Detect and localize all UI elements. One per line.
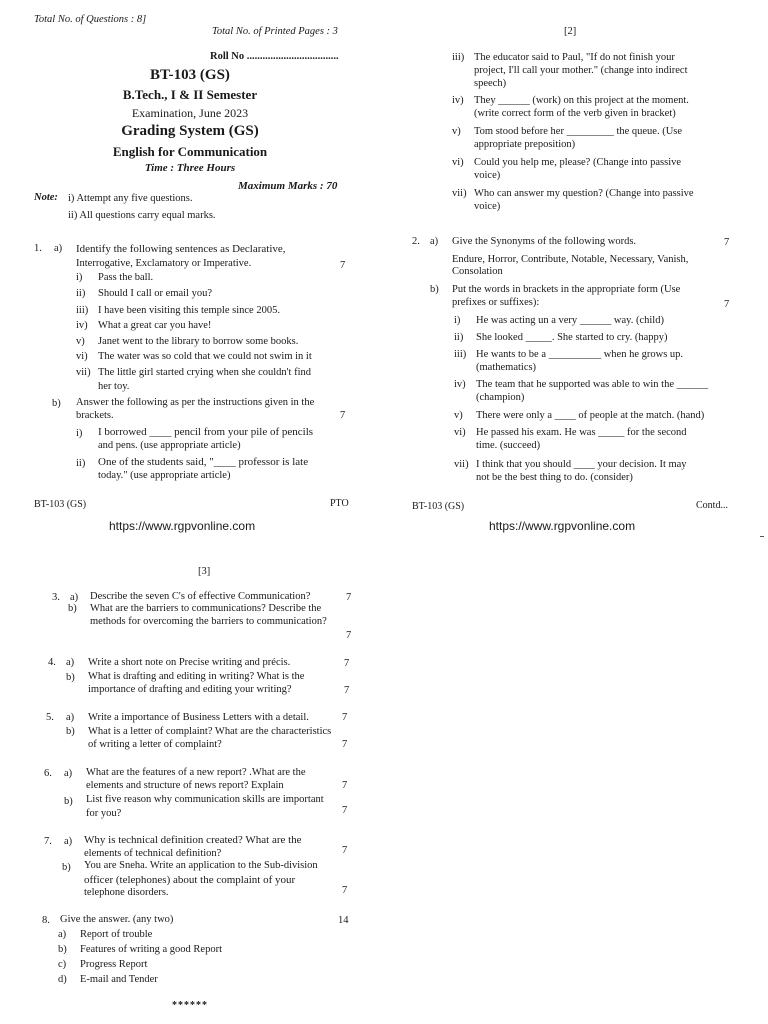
q1a-text-2: Interrogative, Exclamatory or Imperative. [76,258,252,269]
list-item-text: Features of writing a good Report [80,944,223,955]
q1a-text-1: Identify the following sentences as Declarative, [76,243,286,255]
list-item-text: They ______ (work) on this project at the moment. [474,95,689,106]
q7a-label: a) [64,836,73,847]
list-item-text: project, I'll call your mother." (change into indirect [474,65,688,76]
list-item-text: Janet went to the library to borrow some books. [98,336,299,347]
q3a-text: Describe the seven C's of effective Communication? [90,591,311,602]
footer-code: BT-103 (GS) [34,499,87,510]
q5b-text-1: What is a letter of complaint? What are the characteristics [88,726,332,737]
list-item-number: c) [58,959,67,970]
max-marks: Maximum Marks : 70 [238,180,338,192]
q4b-label: b) [66,672,75,683]
q2a-text: Give the Synonyms of the following words. [452,236,637,247]
q1a-label: a) [54,243,63,254]
q2-number: 2. [412,236,420,247]
q5-number: 5. [46,712,54,723]
list-item-number: d) [58,974,67,985]
subject: English for Communication [112,144,268,159]
q5a-label: a) [66,712,75,723]
list-item-text: time. (succeed) [476,440,541,451]
list-item-number: v) [76,336,85,347]
list-item-text: E-mail and Tender [80,974,158,985]
list-item-text: He passed his exam. He was _____ for the second [476,427,687,438]
roll-no: Roll No ................................... [210,51,339,62]
list-item-text: Progress Report [80,959,148,970]
list-item-number: iii) [452,52,465,63]
list-item-number: vii) [76,367,91,378]
q4b-text-1: What is drafting and editing in writing? What is the [88,671,305,682]
q2b-text-1: Put the words in brackets in the appropriate form (Use [452,284,681,295]
list-item-number: v) [454,410,463,421]
q4a-label: a) [66,657,75,668]
q3b-text-2: methods for overcoming the barriers to communication? [90,616,327,627]
q7a-text-1: Why is technical definition created? What are the [84,834,302,846]
list-item-number: vii) [452,188,467,199]
list-item-text: Who can answer my question? (Change into passive [474,188,694,199]
list-item-text: What a great car you have! [98,320,212,331]
q7-number: 7. [44,836,52,847]
list-item-text: The little girl started crying when she couldn't find [98,367,312,378]
q7b-text-3: telephone disorders. [84,887,169,898]
q3-number: 3. [52,592,60,603]
q2b-marks: 7 [724,299,730,310]
page-2 [384,0,768,540]
q1a-item7-cont: her toy. [98,381,130,392]
list-item-text: appropriate preposition) [474,139,576,150]
q5a-text: Write a importance of Business Letters with a detail. [88,712,309,723]
list-item-number: v) [452,126,461,137]
list-item-number: iii) [76,305,89,316]
list-item-number: ii) [76,288,86,299]
q7a-marks: 7 [342,845,348,856]
q3b-text-1: What are the barriers to communications? Describe the [90,603,322,614]
q1-number: 1. [34,243,42,254]
list-item-text: The team that he supported was able to win the ______ [476,379,709,390]
list-item-number: b) [58,944,67,955]
list-item-text: Could you help me, please? (Change into passive [474,157,682,168]
list-item-text: She looked _____. She started to cry. (happy) [476,332,668,343]
list-item-text: (mathematics) [476,362,537,373]
note-label: Note: [34,192,58,203]
list-item-number: vi) [76,351,88,362]
end-marker: ****** [172,1000,208,1011]
q4b-text-2: importance of drafting and editing your writing? [88,684,292,695]
q5b-label: b) [66,726,75,737]
q6a-marks: 7 [342,780,348,791]
q6a-label: a) [64,768,73,779]
q1b-text-2: brackets. [76,410,114,421]
list-item-text: voice) [474,201,501,212]
list-item-text: He was acting un a very ______ way. (child) [476,315,664,326]
list-item-number: vi) [452,157,464,168]
source-url[interactable]: https://www.rgpvonline.com [109,519,256,533]
q1b-i-line-2: and pens. (use appropriate article) [98,440,241,451]
list-item-text: (write correct form of the verb given in bracket) [474,108,676,119]
list-item-number: ii) [454,332,464,343]
q2b-text-2: prefixes or suffixes): [452,297,540,308]
source-url[interactable]: https://www.rgpvonline.com [489,519,636,533]
q2a-label: a) [430,236,439,247]
list-item-text: The educator said to Paul, "If do not finish your [474,52,675,63]
q4a-text: Write a short note on Precise writing and précis. [88,657,291,668]
q6a-text-1: What are the features of a new report? .What are the [86,767,306,778]
q1b-marks: 7 [340,410,346,421]
q6b-marks: 7 [342,805,348,816]
q7a-text-2: elements of technical definition? [84,848,222,859]
total-pages: Total No. of Printed Pages : 3 [212,26,338,37]
footer-contd: Contd... [696,500,728,511]
q4a-marks: 7 [344,658,350,669]
list-item-number: i) [454,315,461,326]
page-3 [0,540,384,1024]
list-item-text: (champion) [476,392,525,403]
q8-text: Give the answer. (any two) [60,914,174,925]
time: Time : Three Hours [144,162,236,174]
list-item-number: iv) [452,95,464,106]
list-item-text: voice) [474,170,501,181]
list-item-number: vi) [454,427,466,438]
q1a-marks: 7 [340,260,346,271]
list-item-text: not be the best thing to do. (consider) [476,472,633,483]
q6a-text-2: elements and structure of news report? Explain [86,780,284,791]
list-item-text: Report of trouble [80,929,153,940]
list-item-text: I have been visiting this temple since 2005. [98,305,280,316]
q4-number: 4. [48,657,56,668]
q5a-marks: 7 [342,712,348,723]
q7b-text-2: officer (telephones) about the complaint of your [84,874,296,886]
q6-number: 6. [44,768,52,779]
list-item-text: Should I call or email you? [98,288,213,299]
q6b-label: b) [64,796,73,807]
q7b-label: b) [62,862,71,873]
exam: Examination, June 2023 [131,106,249,120]
note-1: i) Attempt any five questions. [68,193,193,204]
page-number: [2] [564,26,577,37]
note-2: ii) All questions carry equal marks. [68,210,216,221]
list-item-text: Tom stood before her _________ the queue. (Use [474,126,683,137]
page-1 [0,0,384,540]
footer-code: BT-103 (GS) [412,501,465,512]
q5b-text-2: of writing a letter of complaint? [88,739,222,750]
q4b-marks: 7 [344,685,350,696]
list-item-text: Pass the ball. [98,272,154,283]
list-item-text: speech) [474,78,507,89]
q7b-marks: 7 [342,885,348,896]
q2b-label: b) [430,284,439,295]
q6b-text-2: for you? [86,808,122,819]
grading-system: Grading System (GS) [121,123,259,139]
q1b-ii-number: ii) [76,458,86,469]
paper-code: BT-103 (GS) [150,67,230,83]
list-item-text: He wants to be a __________ when he grows up. [476,349,684,360]
list-item-number: a) [58,929,67,940]
list-item-number: vii) [454,459,469,470]
total-questions: Total No. of Questions : 8] [34,14,147,25]
q1b-label: b) [52,398,61,409]
q3b-label: b) [68,603,77,614]
list-item-text: The water was so cold that we could not swim in it [98,351,312,362]
q2a-words-1: Endure, Horror, Contribute, Notable, Necessary, Vanish, [452,254,689,265]
course: B.Tech., I & II Semester [122,87,258,102]
list-item-number: iv) [76,320,88,331]
q3a-label: a) [70,592,79,603]
q7b-text-1: You are Sneha. Write an application to the Sub-division [84,860,318,871]
q1b-text-1: Answer the following as per the instructions given in the [76,397,315,408]
q3a-marks: 7 [346,592,352,603]
q2a-marks: 7 [724,237,730,248]
page-number: [3] [198,566,211,577]
q1b-i-number: i) [76,428,83,439]
q8-marks: 14 [338,915,349,926]
q5b-marks: 7 [342,739,348,750]
list-item-number: iii) [454,349,467,360]
list-item-number: iv) [454,379,466,390]
scan-mark [760,536,764,537]
footer-pto: PTO [330,498,349,509]
q3b-marks: 7 [346,630,352,641]
q8-number: 8. [42,915,50,926]
q1b-ii-line-1: One of the students said, "____ professor is late [98,456,309,468]
q6b-text-1: List five reason why communication skills are important [86,794,324,805]
q1b-ii-line-2: today." (use appropriate article) [98,470,231,481]
list-item-number: i) [76,272,83,283]
list-item-text: There were only a ____ of people at the match. (hand) [476,410,705,421]
list-item-text: I think that you should ____ your decision. It may [476,459,687,470]
q2a-words-2: Consolation [452,266,503,277]
q1b-i-line-1: I borrowed ____ pencil from your pile of pencils [98,426,314,438]
